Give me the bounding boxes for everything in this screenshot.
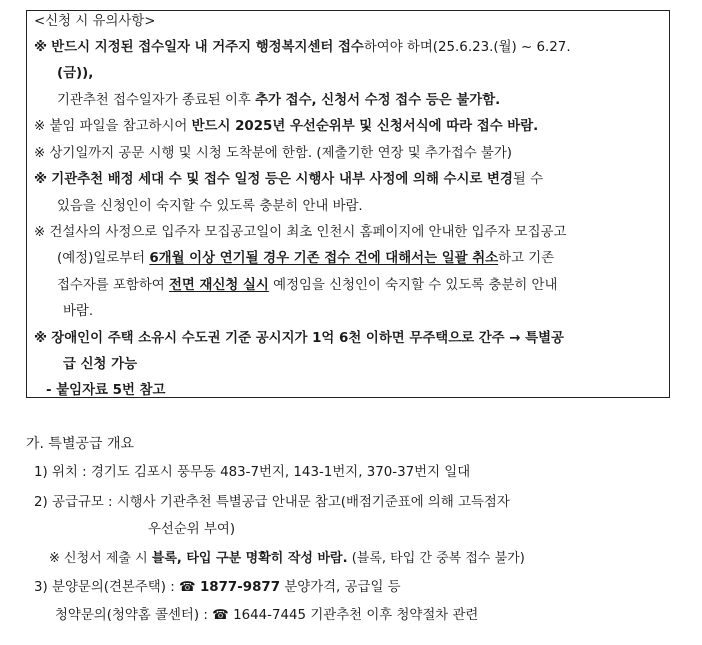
- notice-item-5-line-3: [57, 279, 557, 292]
- row-value: 기관추천 이후 청약절차 관련: [306, 608, 479, 623]
- notice-item-6-line-1: [34, 332, 564, 345]
- section-row-subscription-inquiry: [55, 609, 478, 622]
- row-label: 청약문의(청약홈 콜센터): [55, 608, 200, 623]
- notice-text: 바람.: [63, 304, 94, 319]
- phone-number: 1877-9877: [199, 580, 281, 595]
- row-number: 2): [34, 495, 48, 510]
- notice-item-1-line-2: [57, 67, 93, 80]
- notice-text: 있음을 신청인이 숙지할 수 있도록 충분히 안내 바람.: [57, 199, 363, 214]
- row-label: 분양문의(견본주택): [52, 580, 166, 595]
- notice-text: 붙임 파일을 참고하시어: [49, 119, 192, 134]
- notice-marker: ※: [34, 225, 46, 240]
- notice-item-1-line-1: [34, 41, 571, 54]
- notice-item-6-line-2: [63, 358, 137, 371]
- notice-text-bold: (금)),: [57, 66, 94, 81]
- telephone-icon: ☎: [179, 580, 196, 595]
- section-row-location: [34, 466, 470, 479]
- notice-text: 접수자를 포함하여: [57, 278, 169, 293]
- notice-item-5-line-1: [34, 226, 566, 239]
- notice-item-4-line-2: [57, 200, 363, 213]
- row-separator: :: [108, 495, 113, 510]
- notice-marker: ※: [34, 146, 46, 161]
- notice-text-bold: 추가 접수, 신청서 수정 접수 등은 불가함.: [255, 93, 501, 108]
- section-row-sales-inquiry: [34, 581, 401, 594]
- row-separator: :: [170, 580, 175, 595]
- attachment-note: - 붙임자료 5번 참고: [46, 383, 166, 398]
- notice-text-bold: 급 신청 가능: [63, 357, 138, 372]
- notice-item-2: [34, 120, 538, 133]
- notice-text: 건설사의 사정으로 입주자 모집공고일이 최초 인천시 홈페이지에 안내한 입주자 모집공고: [49, 225, 567, 240]
- notice-text-bold-underlined: 전면 재신청 실시: [169, 278, 269, 293]
- row-label: 공급규모: [52, 495, 104, 510]
- notice-item-3: [34, 147, 512, 160]
- notice-item-5-line-2: [57, 252, 554, 265]
- notice-text: 하고 기존: [498, 251, 555, 266]
- section-remark: [49, 552, 525, 565]
- notice-text-bold: 장애인이 주택 소유시 수도권 기준 공시지가 1억 6천 이하면 무주택으로 간주 → 특별공: [51, 331, 564, 346]
- notice-text: 될 수: [512, 172, 544, 187]
- notice-item-4-line-1: [34, 173, 543, 186]
- row-number: 1): [34, 465, 48, 480]
- notice-marker: ※: [34, 119, 46, 134]
- cropped-previous-line: [60, 0, 620, 4]
- notice-title: <신청 시 유의사항>: [34, 14, 156, 29]
- notice-text: 예정임을 신청인이 숙지할 수 있도록 충분히 안내: [268, 278, 558, 293]
- remark-marker: ※: [49, 551, 60, 566]
- row-value: 경기도 김포시 풍무동 483-7번지, 143-1번지, 370-37번지 일대: [90, 465, 471, 480]
- notice-text-bold: 반드시 2025년 우선순위부 및 신청서식에 따라 접수 바람.: [191, 119, 539, 134]
- notice-item-5-line-4: [63, 305, 93, 318]
- remark-text: 신청서 제출 시: [64, 551, 152, 566]
- row-value: 시행사 기관추천 특별공급 안내문 참고(배점기준표에 의해 고득점자: [116, 495, 510, 510]
- remark-text: (블록, 타입 간 중복 접수 불가): [347, 551, 525, 566]
- row-value: 분양가격, 공급일 등: [280, 580, 401, 595]
- notice-text-bold: 기관추천 배정 세대 수 및 접수 일정 등은 시행사 내부 사정에 의해 수시로 변경: [51, 172, 513, 187]
- section-row-supply-scale-cont: 우선순위 부여): [148, 522, 236, 537]
- notice-text-bold-underlined: 6개월 이상 연기될 경우 기존 접수 건에 대해서는 일괄 취소: [149, 251, 499, 266]
- notice-text: 하여야 하며(25.6.23.(월) ~ 6.27.: [363, 40, 571, 55]
- notice-marker: ※: [34, 40, 48, 55]
- notice-text: (예정)일로부터: [57, 251, 150, 266]
- row-label: 위치: [52, 465, 78, 480]
- row-number: 3): [34, 580, 48, 595]
- remark-text-bold: 블록, 타입 구분 명확히 작성 바람.: [151, 551, 348, 566]
- phone-number: 1644-7445: [233, 608, 307, 623]
- notice-marker: ※: [34, 172, 48, 187]
- notice-text: 상기일까지 공문 시행 및 시청 도착분에 한함. (제출기한 연장 및 추가접수 불가): [49, 146, 513, 161]
- notice-item-1-line-3: [57, 94, 500, 107]
- notice-marker: ※: [34, 331, 48, 346]
- row-separator: :: [82, 465, 87, 480]
- section-row-supply-scale: [34, 496, 510, 509]
- notice-text-bold: 반드시 지정된 접수일자 내 거주지 행정복지센터 접수: [51, 40, 364, 55]
- row-separator: :: [203, 608, 208, 623]
- section-heading: 가. 특별공급 개요: [26, 436, 135, 452]
- telephone-icon: ☎: [212, 608, 229, 623]
- notice-text: 기관추천 접수일자가 종료된 이후: [57, 93, 256, 108]
